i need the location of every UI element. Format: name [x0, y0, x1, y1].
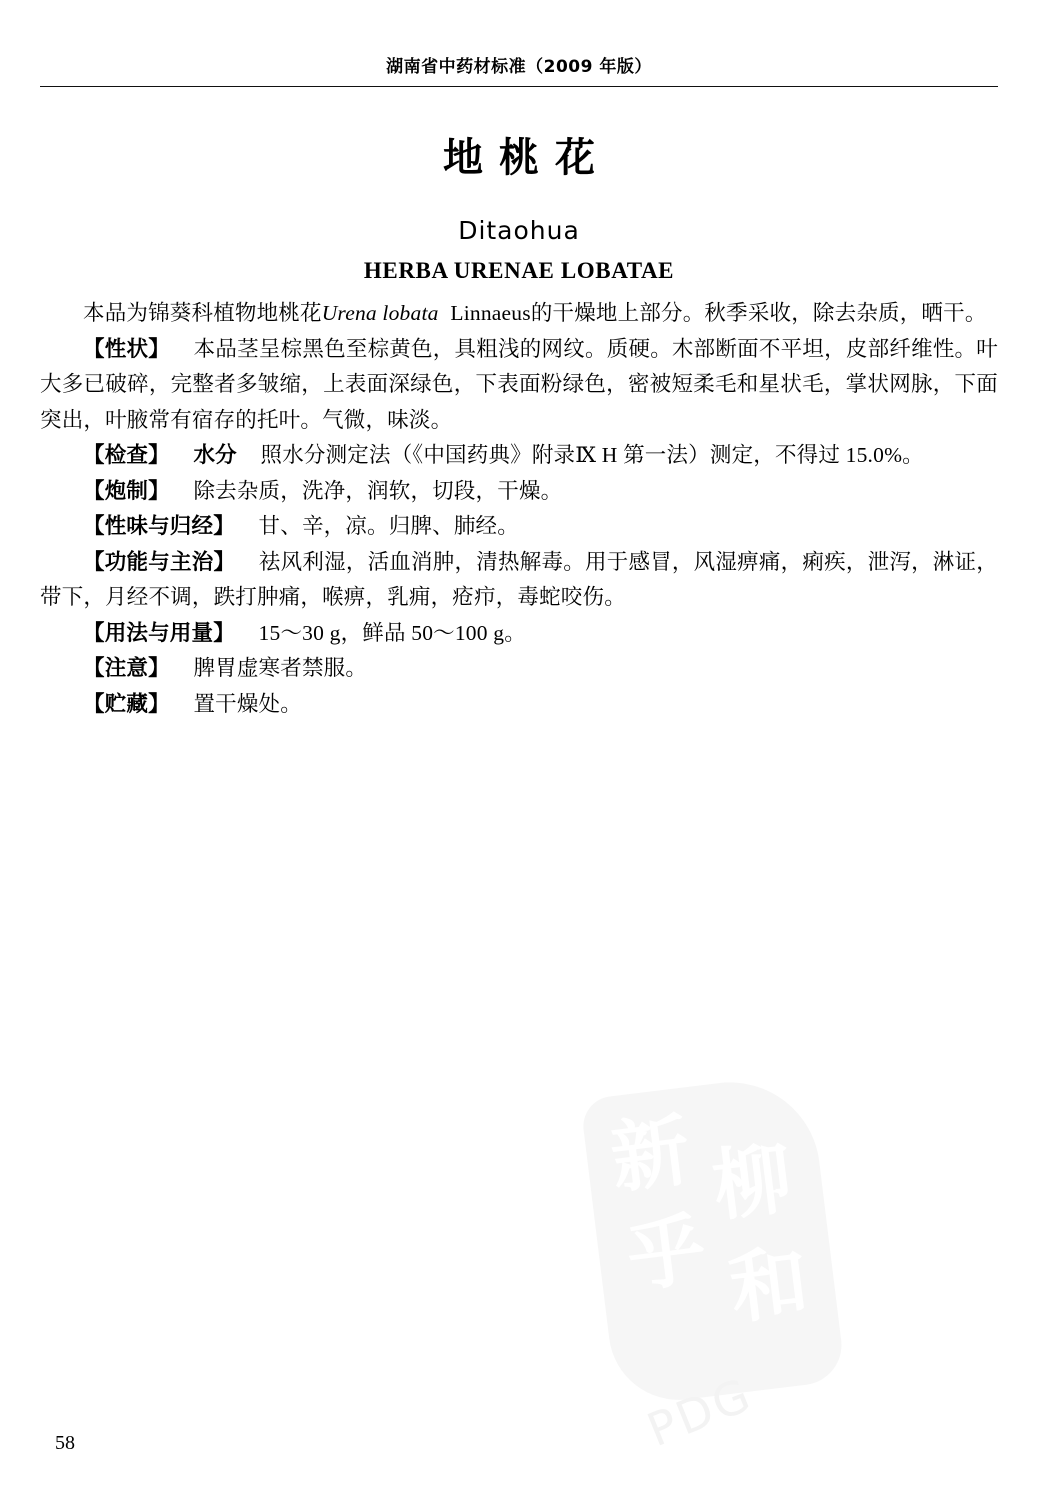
section-zhucang — [40, 687, 998, 723]
section-xingzhuang — [40, 332, 998, 439]
watermark-characters — [600, 1092, 831, 1384]
section-label: 【注意】 — [83, 656, 170, 681]
section-text: 本品茎呈棕黑色至棕黄色，具粗浅的网纹。质硬。木部断面不平坦，皮部纤维性。叶大多已破碎，完整者多皱缩，上表面深绿色，下表面粉绿色，密被短柔毛和星状毛，掌状网脉，下面突出，叶腋常有宿存的托叶。气微，味淡。 — [40, 336, 998, 432]
watermark-label: PDG — [639, 1366, 761, 1458]
section-label: 【炮制】 — [83, 478, 170, 504]
section-label: 【功能与主治】 — [83, 549, 236, 575]
species-name: Urena lobata — [321, 301, 439, 325]
title-pinyin: Ditaohua — [458, 216, 580, 245]
section-label: 【性味与归经】 — [83, 514, 235, 539]
page-number: 58 — [55, 1432, 75, 1454]
watermark-char-1: 新 — [606, 1104, 695, 1205]
page-title: 地桃花 — [443, 134, 611, 181]
intro-paragraph — [40, 296, 998, 332]
species-author: Linnaeus — [450, 301, 531, 325]
intro-text-part1: 本品为锦葵科植物地桃花 — [83, 301, 322, 325]
intro-text-part2: 的干燥地上部分。秋季采收，除去杂质，晒干。 — [530, 301, 987, 325]
section-yongfa-yongliang — [40, 616, 998, 652]
watermark-seal-shape — [580, 1072, 846, 1408]
section-jiancha — [40, 438, 998, 474]
watermark — [588, 1085, 888, 1475]
section-text: 15～30 g，鲜品 50～100 g。 — [258, 620, 526, 645]
section-label: 【性状】 — [83, 336, 170, 362]
section-text: 脾胃虚寒者禁服。 — [193, 656, 368, 680]
section-label: 【用法与用量】 — [83, 620, 235, 646]
section-label: 【检查】 — [83, 443, 170, 468]
watermark-char-4: 和 — [724, 1235, 814, 1336]
section-sublabel: 水分 — [193, 443, 237, 467]
section-zhuyi — [40, 651, 998, 687]
section-paozhi — [40, 474, 998, 510]
title-latin: HERBA URENAE LOBATAE — [363, 258, 675, 283]
section-text: 置干燥处。 — [193, 691, 302, 716]
running-head: 湖南省中药材标准（2009 年版） — [386, 57, 652, 77]
section-text: 甘、辛，凉。归脾、肺经。 — [258, 514, 519, 538]
section-text: 除去杂质，洗净，润软，切段，干燥。 — [193, 478, 563, 503]
section-text: 照水分测定法（《中国药典》附录Ⅸ H 第一法）测定，不得过 15.0%。 — [260, 443, 924, 467]
section-gongneng-zhuzhi — [40, 545, 998, 616]
body-column — [40, 296, 998, 722]
section-xingwei-guijing — [40, 509, 998, 545]
watermark-char-2: 柳 — [708, 1132, 797, 1233]
section-label: 【贮藏】 — [83, 691, 170, 717]
header-divider — [40, 86, 998, 87]
section-text: 祛风利湿，活血消肿，清热解毒。用于感冒，风湿痹痛，痢疾，泄泻，淋证，带下，月经不调，跌打肿痛，喉痹，乳痈，疮疖，毒蛇咬伤。 — [40, 549, 998, 609]
watermark-char-3: 乎 — [622, 1203, 711, 1304]
